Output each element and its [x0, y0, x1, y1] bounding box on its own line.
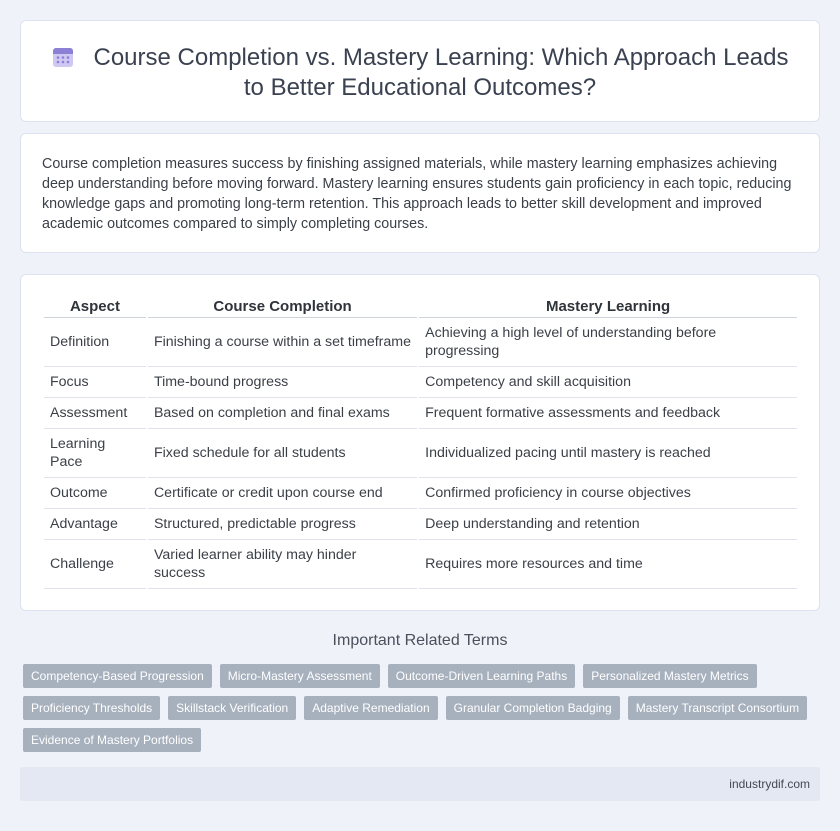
comparison-table: [42, 296, 799, 589]
row-aspect: Outcome: [44, 478, 146, 509]
page-title: Course Completion vs. Mastery Learning: Which Approach Leads to Better Educational Outcomes?: [93, 44, 789, 101]
related-term-tag[interactable]: Personalized Mastery Metrics: [583, 664, 756, 688]
row-aspect: Learning Pace: [44, 429, 146, 478]
row-aspect: Assessment: [44, 398, 146, 429]
row-aspect: Definition: [44, 318, 146, 367]
header-course-completion: Course Completion: [148, 296, 417, 318]
row-mastery-learning: Confirmed proficiency in course objectives: [419, 478, 797, 509]
related-term-tag[interactable]: Granular Completion Badging: [446, 696, 620, 720]
row-mastery-learning: Achieving a high level of understanding before progressing: [419, 318, 797, 367]
row-course-completion: Time-bound progress: [148, 367, 417, 398]
related-term-tag[interactable]: Adaptive Remediation: [304, 696, 437, 720]
related-term-tag[interactable]: Micro-Mastery Assessment: [220, 664, 380, 688]
table-row: [44, 398, 797, 429]
related-term-tag[interactable]: Proficiency Thresholds: [23, 696, 160, 720]
header-aspect: Aspect: [44, 296, 146, 318]
table-row: [44, 509, 797, 540]
related-term-tag[interactable]: Outcome-Driven Learning Paths: [388, 664, 575, 688]
row-course-completion: Fixed schedule for all students: [148, 429, 417, 478]
title-card: [20, 20, 820, 122]
row-mastery-learning: Frequent formative assessments and feedback: [419, 398, 797, 429]
footer-site-link[interactable]: industrydif.com: [729, 777, 810, 791]
related-term-tag[interactable]: Evidence of Mastery Portfolios: [23, 728, 201, 752]
table-row: [44, 540, 797, 589]
table-row: [44, 478, 797, 509]
row-mastery-learning: Competency and skill acquisition: [419, 367, 797, 398]
row-mastery-learning: Requires more resources and time: [419, 540, 797, 589]
table-row: [44, 318, 797, 367]
page-title-row: [21, 43, 819, 103]
row-course-completion: Certificate or credit upon course end: [148, 478, 417, 509]
row-course-completion: Finishing a course within a set timeframe: [148, 318, 417, 367]
table-header-row: [44, 296, 797, 318]
row-course-completion: Varied learner ability may hinder success: [148, 540, 417, 589]
table-row: [44, 429, 797, 478]
row-aspect: Advantage: [44, 509, 146, 540]
related-terms-list: [23, 664, 813, 752]
row-aspect: Focus: [44, 367, 146, 398]
row-aspect: Challenge: [44, 540, 146, 589]
table-row: [44, 367, 797, 398]
row-course-completion: Structured, predictable progress: [148, 509, 417, 540]
footer: [20, 767, 820, 801]
row-course-completion: Based on completion and final exams: [148, 398, 417, 429]
header-mastery-learning: Mastery Learning: [419, 296, 797, 318]
related-term-tag[interactable]: Competency-Based Progression: [23, 664, 212, 688]
related-term-tag[interactable]: Mastery Transcript Consortium: [628, 696, 807, 720]
related-terms-title: Important Related Terms: [332, 632, 508, 649]
row-mastery-learning: Individualized pacing until mastery is reached: [419, 429, 797, 478]
intro-paragraph: Course completion measures success by finishing assigned materials, while mastery learning emphasizes achieving deep understanding before moving forward. Mastery learning ensures students gain proficiency in each topic, reducing knowledge gaps and promoting long-term retention. This approach leads to better skill development and improved academic outcomes compared to simply completing courses.: [42, 156, 792, 232]
intro-card: [20, 133, 820, 253]
calendar-icon: [51, 45, 75, 69]
comparison-card: [20, 274, 820, 611]
related-term-tag[interactable]: Skillstack Verification: [168, 696, 296, 720]
row-mastery-learning: Deep understanding and retention: [419, 509, 797, 540]
